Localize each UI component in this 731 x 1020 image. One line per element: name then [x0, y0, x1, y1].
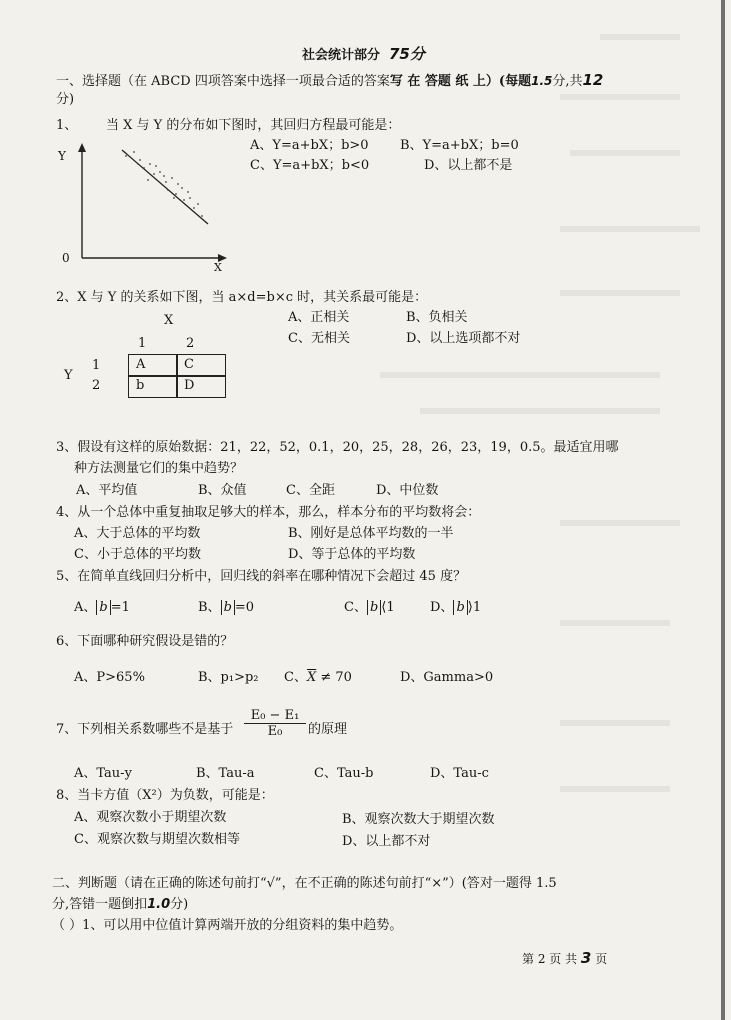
q2-cell-a: A	[136, 357, 146, 372]
q1-x-axis-label: X	[214, 261, 222, 274]
q6-option-b: B、p₁>p₂	[198, 670, 259, 685]
q8-option-c: C、观察次数与期望次数相等	[74, 832, 240, 847]
q2-cell-c: C	[184, 357, 194, 372]
q6-option-c: C、$\overline{X} \ne 70$	[284, 670, 352, 685]
q2-option-b: B、负相关	[406, 310, 468, 325]
q5-option-b: B、 b =0	[198, 600, 255, 615]
y-axis-arrow	[78, 143, 86, 152]
q6-text: 6、下面哪种研究假设是错的？	[56, 634, 234, 649]
section1-heading: 一、选择题（在 ABCD 四项答案中选择一项最合适的答案写 在 答题 纸 上）(每题1.5分,共12	[56, 71, 604, 89]
q6-option-a: A、P>65%	[74, 670, 145, 685]
q5-option-a: A、 b =1	[74, 600, 130, 615]
q1-option-d: D、以上都不是	[424, 158, 513, 173]
q2-table-hdivider	[128, 375, 226, 377]
q2-row-2: 2	[92, 378, 101, 393]
q7-numerator: E₀ − E₁	[244, 708, 306, 724]
q7-option-c: C、Tau-b	[314, 766, 374, 781]
q2-col-1: 1	[138, 336, 147, 351]
q7-option-b: B、Tau-a	[196, 766, 255, 781]
q2-table-y-label: Y	[64, 368, 73, 383]
true-false-item-1: （ ）1、可以用中位值计算两端开放的分组资料的集中趋势。	[52, 918, 403, 933]
q6-option-d: D、Gamma>0	[400, 670, 494, 685]
q8-option-b: B、观察次数大于期望次数	[342, 812, 495, 827]
q4-option-c: C、小于总体的平均数	[74, 547, 201, 562]
q8-option-a: A、观察次数小于期望次数	[74, 810, 227, 825]
section1-heading-end: 分)	[56, 92, 75, 107]
q3-text-line1: 3、假设有这样的原始数据：21，22，52，0.1，20，25，28，26，23，19，0.5。最适宜用哪	[56, 440, 619, 455]
q2-col-2: 2	[186, 336, 195, 351]
q2-cell-b: b	[136, 378, 145, 393]
section2-heading: 二、判断题（请在正确的陈述句前打“√”，在不正确的陈述句前打“×”）(答对一题得 1.5	[52, 876, 557, 891]
q3-option-b: B、众值	[198, 483, 247, 498]
q7-option-d: D、Tau-c	[430, 766, 489, 781]
q2-option-d: D、以上选项都不对	[406, 331, 521, 346]
q1-origin-label: 0	[62, 251, 70, 265]
q2-row-1: 1	[92, 358, 101, 373]
q2-option-a: A、正相关	[288, 310, 350, 325]
q7-text-post: 的原理	[308, 722, 348, 737]
q1-y-axis-label: Y	[58, 149, 66, 163]
q4-option-b: B、刚好是总体平均数的一半	[288, 526, 454, 541]
q1-scatter-plot	[56, 138, 236, 276]
q3-option-d: D、中位数	[376, 483, 439, 498]
q7-fraction	[244, 708, 306, 739]
q2-option-c: C、无相关	[288, 331, 350, 346]
q7-text-pre: 7、下列相关系数哪些不是基于	[56, 722, 234, 737]
q4-option-d: D、等于总体的平均数	[288, 547, 416, 562]
handwritten-score: 75分	[389, 45, 425, 63]
q3-text-line2: 种方法测量它们的集中趋势？	[74, 461, 244, 476]
q3-option-c: C、全距	[286, 483, 335, 498]
scan-edge	[721, 0, 725, 1020]
q5-option-c: C、 b ⟨1	[344, 600, 395, 615]
section2-heading-line2: 分,答错一题倒扣1.0分)	[52, 897, 189, 912]
q8-text: 8、当卡方值（X²）为负数，可能是：	[56, 788, 274, 803]
q7-denominator: E₀	[267, 724, 283, 739]
q3-option-a: A、平均值	[76, 483, 138, 498]
q4-text: 4、从一个总体中重复抽取足够大的样本，那么，样本分布的平均数将会：	[56, 505, 481, 520]
q2-text: 2、X 与 Y 的关系如下图，当 a×d=b×c 时，其关系最可能是：	[56, 290, 428, 305]
q1-option-c: C、Y=a+bX；b<0	[250, 158, 370, 173]
page-indicator: 第 2 页 共 3 页	[522, 949, 608, 967]
q2-cell-d: D	[184, 378, 195, 393]
regression-line	[122, 150, 208, 224]
q1-option-b: B、Y=a+bX；b=0	[400, 138, 519, 153]
q2-table-x-label: X	[164, 313, 174, 328]
q5-text: 5、在简单直线回归分析中，回归线的斜率在哪种情况下会超过 45 度？	[56, 569, 467, 584]
q1-text: 当 X 与 Y 的分布如下图时，其回归方程最可能是：	[106, 118, 401, 133]
page-title: 社会统计部分	[302, 48, 381, 63]
q5-option-d: D、 b ⟩1	[430, 600, 482, 615]
q1-option-a: A、Y=a+bX；b>0	[250, 138, 369, 153]
q4-option-a: A、大于总体的平均数	[74, 526, 201, 541]
q8-option-d: D、以上都不对	[342, 834, 431, 849]
q1-number: 1、	[56, 118, 78, 133]
scatter-points	[125, 151, 203, 217]
q7-option-a: A、Tau-y	[74, 766, 132, 781]
